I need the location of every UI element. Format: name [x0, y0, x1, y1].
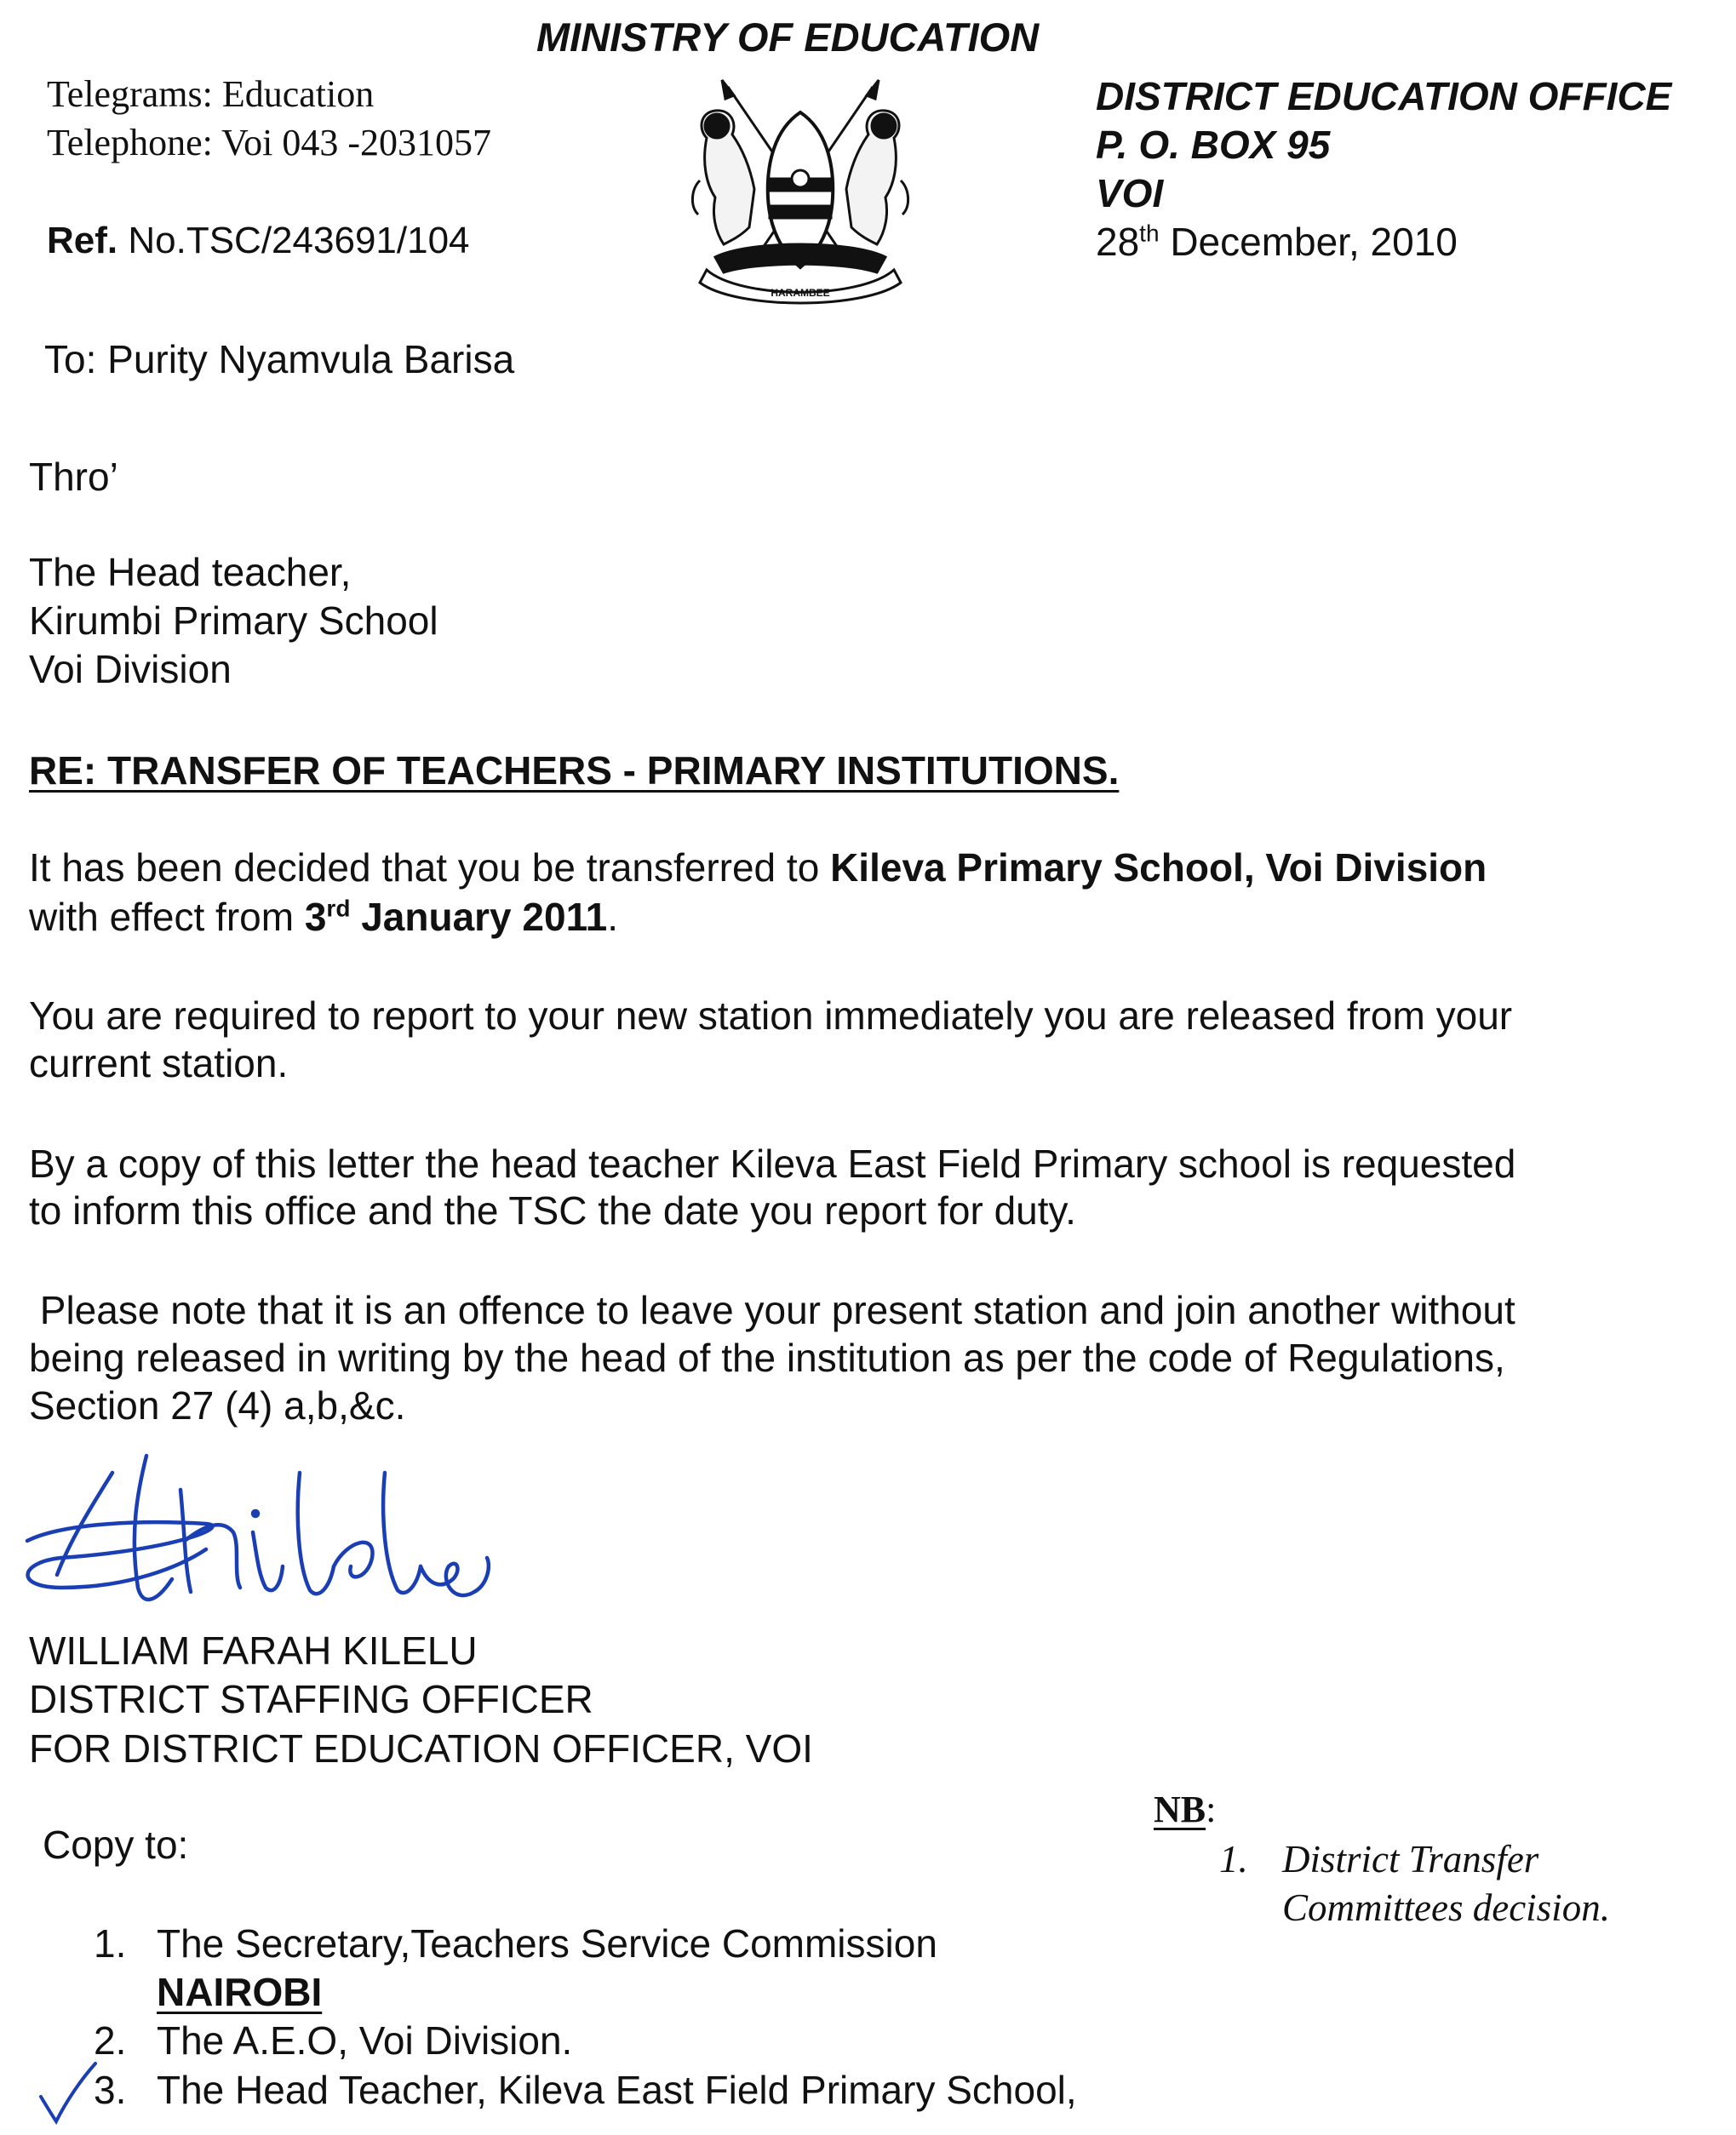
paragraph-2-line: current station. [29, 1041, 289, 1085]
telegrams-line: Telegrams: Education [47, 73, 375, 115]
nb-item-line: District Transfer [1282, 1838, 1539, 1880]
copy-to-label: Copy to: [43, 1823, 189, 1867]
paragraph-1-line [29, 894, 618, 940]
paragraph-3-line: to inform this office and the TSC the date you report for duty. [29, 1188, 1076, 1233]
signatory-title: DISTRICT STAFFING OFFICER [29, 1677, 593, 1721]
reference-number [47, 220, 470, 262]
copy-item-number: 2. [94, 2018, 127, 2063]
paragraph-4-line: being released in writing by the head of the institution as per the code of Regulations, [29, 1336, 1505, 1380]
signatory-for: FOR DISTRICT EDUCATION OFFICER, VOI [29, 1726, 813, 1771]
copy-item-text: The Head Teacher, Kileva East Field Primary School, [157, 2068, 1077, 2112]
nb-item-line: Committees decision. [1282, 1886, 1610, 1929]
thro-line: Thro’ [29, 455, 118, 499]
p1-text: with effect from [29, 895, 305, 939]
p1-suffix: rd [326, 895, 351, 922]
address-line: Kirumbi Primary School [29, 598, 438, 643]
ministry-heading: MINISTRY OF EDUCATION [536, 14, 1040, 60]
date-suffix: th [1139, 220, 1160, 247]
kenya-coat-of-arms-icon [681, 78, 920, 308]
letter-date [1096, 219, 1458, 265]
po-box: P. O. BOX 95 [1096, 123, 1331, 167]
p1-text: It has been decided that you be transferred to [29, 845, 831, 890]
date-rest: December, 2010 [1170, 220, 1458, 264]
paragraph-4-line: Please note that it is an offence to leave your present station and join another without [29, 1288, 1515, 1332]
p1-day: 3 [304, 895, 327, 939]
emblem-motto: HARAMBEE [771, 287, 830, 299]
paragraph-3-line: By a copy of this letter the head teacher Kileva East Field Primary school is requested [29, 1142, 1516, 1186]
nb-colon: : [1206, 1789, 1217, 1830]
ref-value: No.TSC/243691/104 [128, 220, 470, 261]
address-line: Voi Division [29, 647, 232, 691]
date-day: 28 [1096, 220, 1140, 264]
copy-item-text: The Secretary,Teachers Service Commission [157, 1921, 937, 1966]
handwritten-signature-icon [10, 1439, 504, 1617]
office-town: VOI [1096, 171, 1164, 215]
handwritten-checkmark-icon [34, 2058, 102, 2126]
to-line: To: Purity Nyamvula Barisa [44, 337, 515, 381]
subject-line: RE: TRANSFER OF TEACHERS - PRIMARY INSTITUTIONS. [29, 748, 1120, 793]
nb-label [1154, 1788, 1216, 1831]
p1-school: Kileva Primary School, Voi Division [830, 845, 1487, 890]
office-name: DISTRICT EDUCATION OFFICE [1096, 74, 1672, 118]
paragraph-1-line [29, 844, 1487, 890]
telephone-line: Telephone: Voi 043 -2031057 [47, 122, 492, 163]
p1-date: January 2011 [350, 895, 608, 939]
copy-item-number: 3. [94, 2068, 127, 2112]
paragraph-4-line: Section 27 (4) a,b,&c. [29, 1383, 406, 1428]
signatory-name: WILLIAM FARAH KILELU [29, 1628, 478, 1673]
ref-label: Ref. [47, 220, 118, 261]
address-line: The Head teacher, [29, 550, 352, 594]
nb-heading: NB [1154, 1789, 1206, 1830]
copy-item-number: 1. [94, 1921, 127, 1966]
p1-end: . [607, 895, 618, 939]
copy-item-text: The A.E.O, Voi Division. [157, 2018, 573, 2063]
nb-item-number: 1. [1219, 1838, 1248, 1880]
copy-item-sub: NAIROBI [157, 1970, 323, 2014]
paragraph-2-line: You are required to report to your new station immediately you are released from your [29, 993, 1513, 1038]
